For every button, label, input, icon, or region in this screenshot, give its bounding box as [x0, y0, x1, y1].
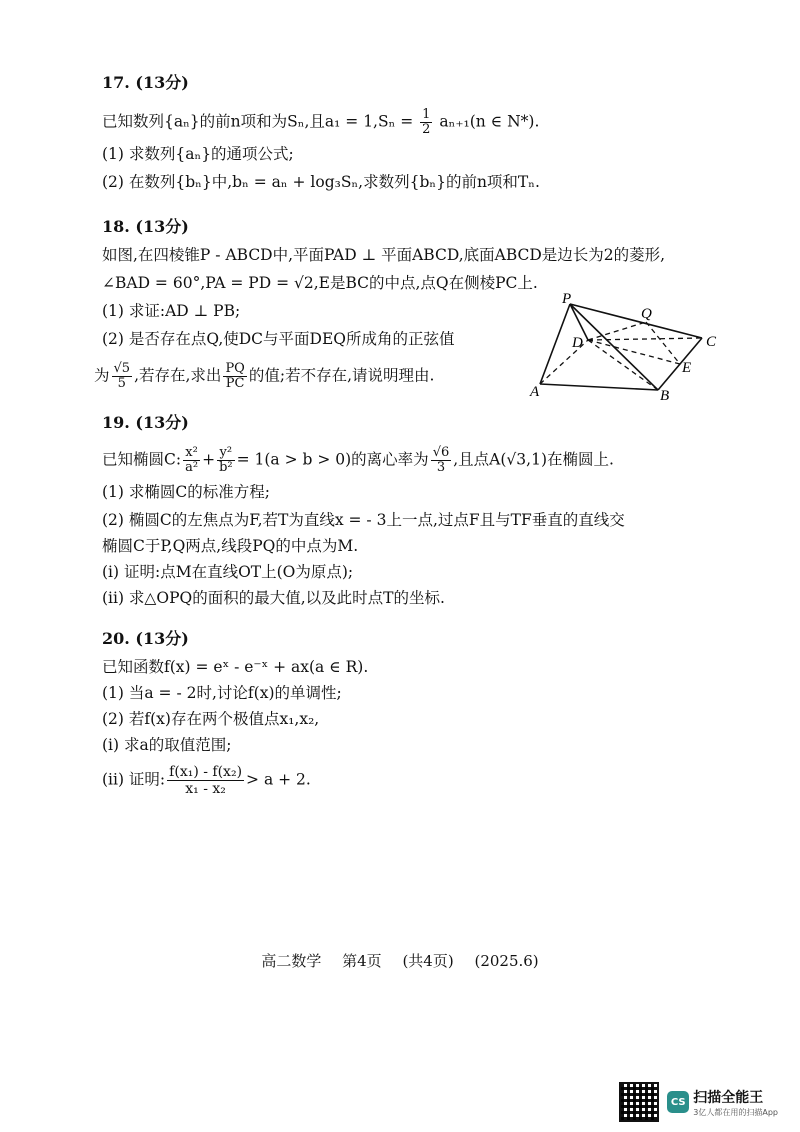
brand-tagline: 3亿人都在用的扫描App: [693, 1107, 778, 1117]
fraction: $\frac{PQ}{PC}$: [225, 361, 245, 391]
vertex-label-b: B: [660, 388, 670, 402]
vertex-label-c: C: [706, 334, 717, 350]
problem-17-stem: 已知数列{aₙ}的前n项和为Sₙ,且a₁ = 1,Sₙ = $\frac{1}{2}$ aₙ₊₁(n ∈ N*).: [102, 107, 540, 137]
camscanner-logo-icon: CS: [667, 1091, 689, 1113]
problem-19: [102, 410, 730, 609]
footer-date: (2025.6): [474, 952, 539, 970]
footer-page: 第4页: [342, 952, 382, 970]
vertex-label-a: A: [530, 384, 540, 400]
problem-19-head: 19. (13分): [102, 413, 189, 432]
page-footer: [0, 950, 800, 971]
problem-20-qii: (ii) 证明: $\frac{\text{f(x₁) - f(x₂)}}{\text{x₁ - x₂}}$ > a + 2.: [102, 764, 311, 797]
problem-19-q1: (1) 求椭圆C的标准方程;: [102, 483, 270, 501]
fraction: $\frac{\text{f(x₁) - f(x₂)}}{\text{x₁ - x₂}}$: [169, 764, 243, 797]
qr-code-icon: [619, 1082, 659, 1122]
problem-20-head: 20. (13分): [102, 629, 189, 648]
pyramid-figure: [528, 290, 728, 402]
vertex-label-p: P: [562, 291, 572, 307]
problem-19-q2b: 椭圆C于P,Q两点,线段PQ的中点为M.: [102, 537, 359, 555]
problem-20-q1: (1) 当a = - 2时,讨论f(x)的单调性;: [102, 684, 342, 702]
fraction: $\frac{√6}{3}$: [432, 445, 450, 475]
scanner-watermark: [619, 1082, 778, 1122]
problem-18-q2b: 为 $\frac{√5}{5}$ ,若存在,求出 $\frac{PQ}{PC}$ 的值;若不存在,请说明理由.: [94, 361, 435, 391]
fraction: $\frac{\text{x²}}{\text{a²}}$: [185, 445, 199, 475]
problem-20: [102, 626, 730, 797]
problem-18-q1: (1) 求证:AD ⊥ PB;: [102, 302, 241, 320]
problem-18-line2: ∠BAD = 60°,PA = PD = √2,E是BC的中点,点Q在侧棱PC上.: [102, 274, 538, 292]
vertex-label-q: Q: [641, 306, 652, 322]
problem-19-stem: 已知椭圆C: $\frac{\text{x²}}{\text{a²}}$ + $\frac{\text{y²}}{\text{b²}}$ = 1(a > b > 0)的离心率为 $\frac{√6}{3}$ ,且点A(√3,1)在椭圆上.: [102, 445, 614, 475]
problem-19-q2a: (2) 椭圆C的左焦点为F,若T为直线x = - 3上一点,过点F且与TF垂直的直线交: [102, 511, 625, 529]
problem-18-q2a: (2) 是否存在点Q,使DC与平面DEQ所成角的正弦值: [102, 330, 455, 348]
vertex-label-d: D: [572, 335, 583, 351]
problem-20-stem: 已知函数f(x) = eˣ - e⁻ˣ + ax(a ∈ R).: [102, 658, 369, 676]
fraction: $\frac{√5}{5}$: [113, 361, 131, 391]
problem-19-qii: (ii) 求△OPQ的面积的最大值,以及此时点T的坐标.: [102, 589, 445, 607]
problem-19-qi: (i) 证明:点M在直线OT上(O为原点);: [102, 563, 354, 581]
footer-total: (共4页): [402, 952, 454, 970]
fraction: $\frac{1}{2}$: [422, 107, 431, 137]
problem-17: [102, 70, 730, 193]
problem-20-qi: (i) 求a的取值范围;: [102, 736, 232, 754]
problem-20-q2: (2) 若f(x)存在两个极值点x₁,x₂,: [102, 710, 320, 728]
problem-17-head: 17. (13分): [102, 73, 189, 92]
problem-17-q2: (2) 在数列{bₙ}中,bₙ = aₙ + log₃Sₙ,求数列{bₙ}的前n项和Tₙ.: [102, 173, 540, 191]
problem-18-line1: 如图,在四棱锥P - ABCD中,平面PAD ⊥ 平面ABCD,底面ABCD是边长为2的菱形,: [102, 246, 666, 264]
footer-subject: 高二数学: [261, 952, 322, 970]
vertex-label-e: E: [682, 360, 692, 376]
brand-name: 扫描全能王: [693, 1089, 764, 1106]
problem-18-head: 18. (13分): [102, 217, 189, 236]
problem-17-q1: (1) 求数列{aₙ}的通项公式;: [102, 145, 294, 163]
fraction: $\frac{\text{y²}}{\text{b²}}$: [219, 445, 233, 475]
